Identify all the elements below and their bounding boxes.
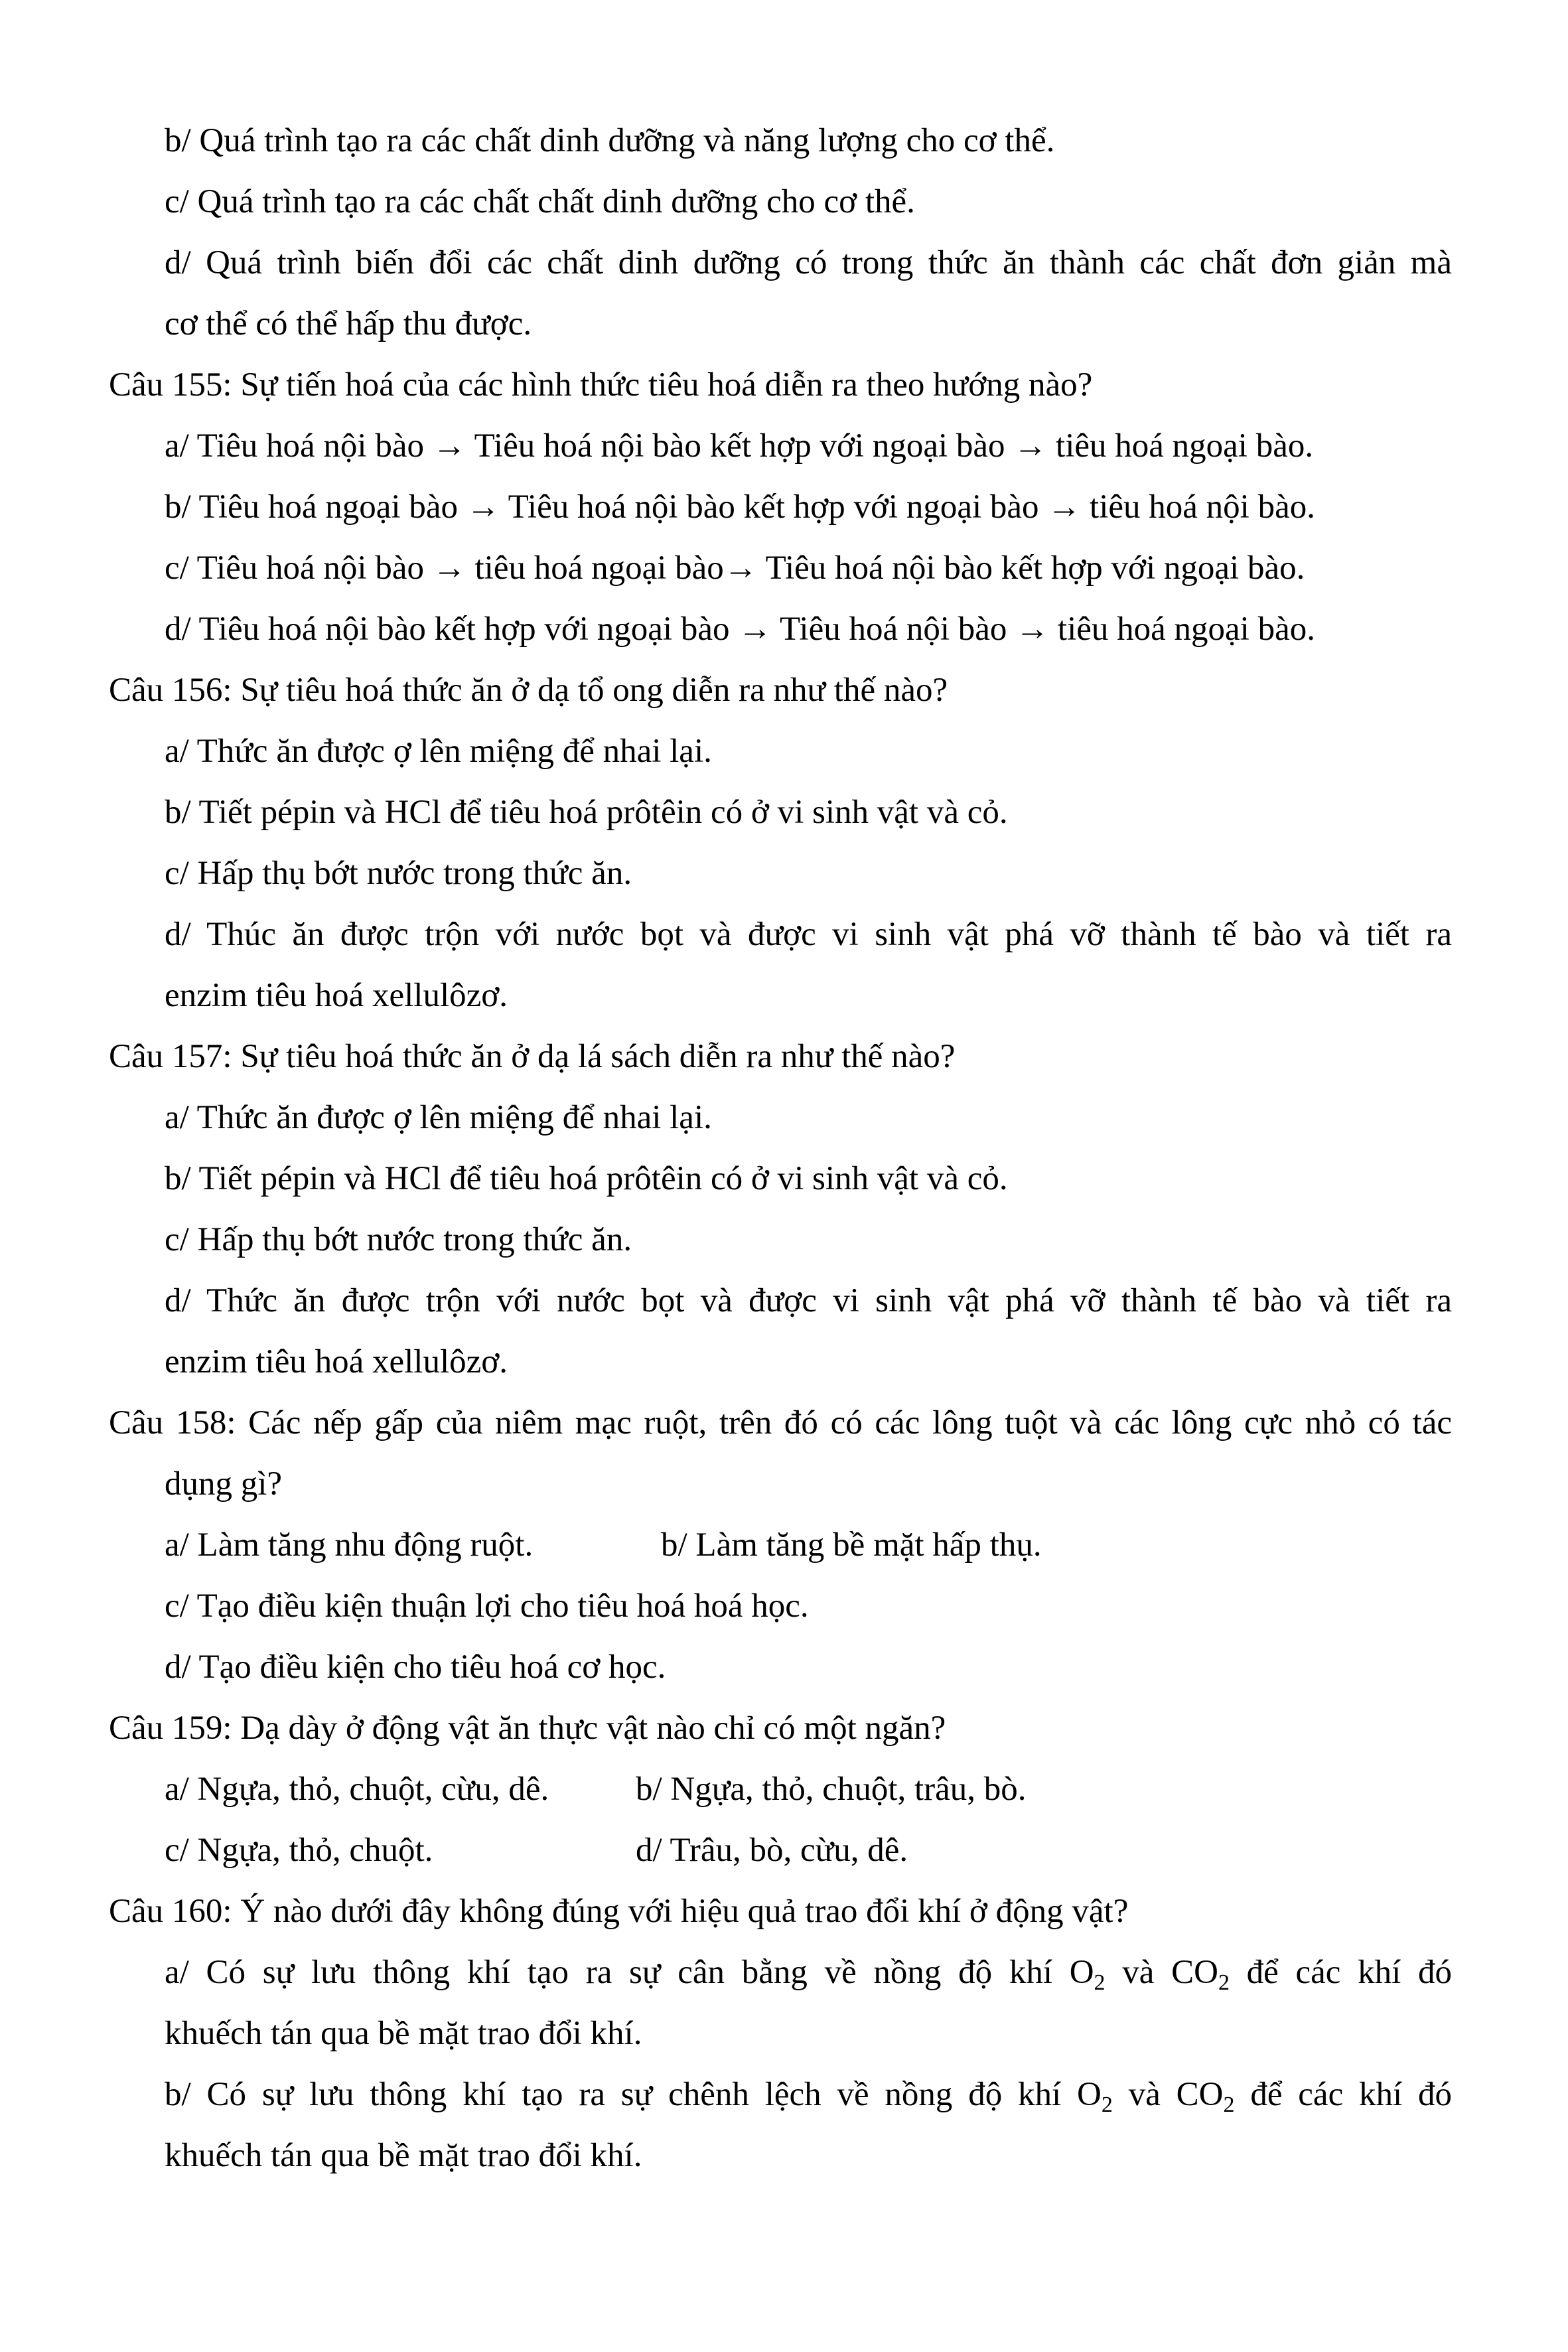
question-160: Câu 160: Ý nào dưới đây không đúng với hiệu quả trao đổi khí ở động vật?: [109, 1893, 1129, 1930]
q159-option-c: c/ Ngựa, thỏ, chuột.: [165, 1832, 433, 1869]
q159-option-a: a/ Ngựa, thỏ, chuột, cừu, dê.: [165, 1771, 549, 1808]
q160-option-b-continuation: khuếch tán qua bề mặt trao đổi khí.: [165, 2137, 642, 2174]
q155-option-b: b/ Tiêu hoá ngoại bào → Tiêu hoá nội bào kết hợp với ngoại bào → tiêu hoá nội bào.: [165, 488, 1315, 526]
carbon-dioxide-subscript: 2: [1223, 2093, 1235, 2114]
q160-option-b: [165, 2075, 1452, 2114]
question-156: Câu 156: Sự tiêu hoá thức ăn ở dạ tổ ong diễn ra như thế nào?: [109, 672, 948, 709]
q157-option-c: c/ Hấp thụ bớt nước trong thức ăn.: [165, 1221, 632, 1258]
question-158-continuation: dụng gì?: [165, 1465, 283, 1503]
question-159: Câu 159: Dạ dày ở động vật ăn thực vật nào chỉ có một ngăn?: [109, 1710, 946, 1747]
q156-option-a: a/ Thức ăn được ợ lên miệng để nhai lại.: [165, 733, 712, 770]
q157-option-d-continuation: enzim tiêu hoá xellulôzơ.: [165, 1343, 508, 1380]
q160-option-a-continuation: khuếch tán qua bề mặt trao đổi khí.: [165, 2015, 642, 2052]
q160-option-a-text-3: để các khí đó: [1229, 1954, 1452, 1991]
q157-option-d: d/ Thức ăn được trộn với nước bọt và được vi sinh vật phá vỡ thành tế bào và tiết ra: [165, 1282, 1452, 1319]
option-c: c/ Quá trình tạo ra các chất chất dinh dưỡng cho cơ thể.: [165, 183, 915, 220]
option-d-continuation: cơ thể có thể hấp thu được.: [165, 305, 532, 342]
q156-option-d: d/ Thúc ăn được trộn với nước bọt và được vi sinh vật phá vỡ thành tế bào và tiết ra: [165, 916, 1452, 953]
oxygen-subscript: 2: [1101, 2093, 1113, 2114]
q160-option-b-text-1: b/ Có sự lưu thông khí tạo ra sự chênh lệch về nồng độ khí O: [165, 2076, 1102, 2113]
q158-option-a: a/ Làm tăng nhu động ruột.: [165, 1526, 534, 1564]
q158-option-c: c/ Tạo điều kiện thuận lợi cho tiêu hoá hoá học.: [165, 1587, 809, 1625]
q160-option-b-text-3: để các khí đó: [1234, 2076, 1452, 2113]
question-157: Câu 157: Sự tiêu hoá thức ăn ở dạ lá sách diễn ra như thế nào?: [109, 1038, 956, 1075]
q160-option-a-text-1: a/ Có sự lưu thông khí tạo ra sự cân bằng về nồng độ khí O: [165, 1954, 1094, 1991]
question-155: Câu 155: Sự tiến hoá của các hình thức tiêu hoá diễn ra theo hướng nào?: [109, 366, 1093, 404]
q156-option-d-continuation: enzim tiêu hoá xellulôzơ.: [165, 977, 508, 1014]
question-158: Câu 158: Các nếp gấp của niêm mạc ruột, trên đó có các lông tuột và các lông cực nhỏ có tác: [109, 1404, 1452, 1441]
option-d: d/ Quá trình biến đổi các chất dinh dưỡng có trong thức ăn thành các chất đơn giản mà: [165, 244, 1452, 281]
q159-option-d: d/ Trâu, bò, cừu, dê.: [636, 1832, 908, 1869]
oxygen-subscript: 2: [1094, 1970, 1105, 1992]
q157-option-a: a/ Thức ăn được ợ lên miệng để nhai lại.: [165, 1099, 712, 1136]
q156-option-b: b/ Tiết pépin và HCl để tiêu hoá prôtêin có ở vi sinh vật và cỏ.: [165, 794, 1008, 831]
option-b: b/ Quá trình tạo ra các chất dinh dưỡng và năng lượng cho cơ thể.: [165, 122, 1055, 159]
q160-option-a: [165, 1952, 1452, 1992]
q160-option-a-text-2: và CO: [1105, 1954, 1218, 1991]
q160-option-b-text-2: và CO: [1112, 2076, 1224, 2113]
q155-option-c: c/ Tiêu hoá nội bào → tiêu hoá ngoại bào→ Tiêu hoá nội bào kết hợp với ngoại bào.: [165, 550, 1305, 587]
q155-option-d: d/ Tiêu hoá nội bào kết hợp với ngoại bào → Tiêu hoá nội bào → tiêu hoá ngoại bào.: [165, 611, 1315, 648]
q158-option-d: d/ Tạo điều kiện cho tiêu hoá cơ học.: [165, 1649, 666, 1686]
q155-option-a: a/ Tiêu hoá nội bào → Tiêu hoá nội bào kết hợp với ngoại bào → tiêu hoá ngoại bào.: [165, 427, 1314, 465]
q156-option-c: c/ Hấp thụ bớt nước trong thức ăn.: [165, 855, 632, 892]
q157-option-b: b/ Tiết pépin và HCl để tiêu hoá prôtêin có ở vi sinh vật và cỏ.: [165, 1160, 1008, 1197]
q159-option-b: b/ Ngựa, thỏ, chuột, trâu, bò.: [636, 1771, 1027, 1808]
q158-option-b: b/ Làm tăng bề mặt hấp thụ.: [661, 1526, 1042, 1564]
carbon-dioxide-subscript: 2: [1218, 1970, 1230, 1992]
